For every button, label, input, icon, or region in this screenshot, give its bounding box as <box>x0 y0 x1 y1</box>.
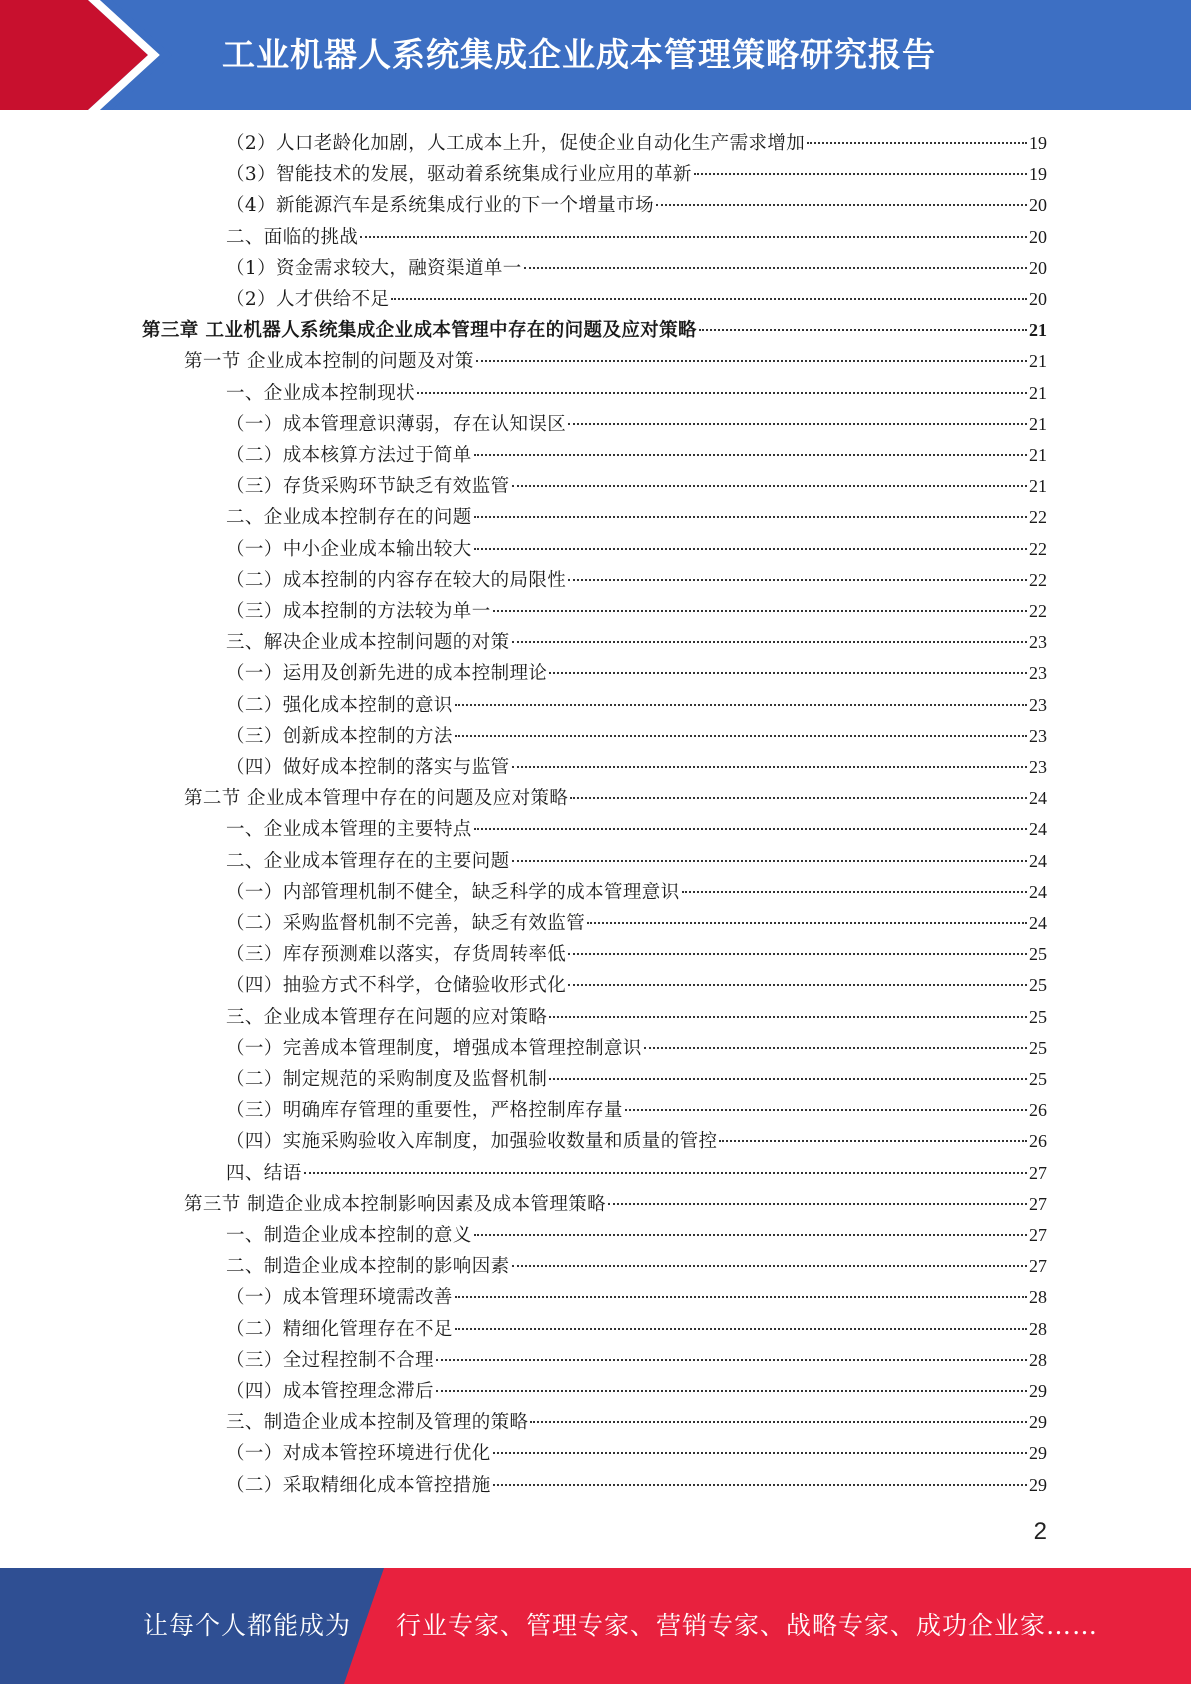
toc-entry-page: 23 <box>1029 725 1047 746</box>
toc-entry-title: （三）库存预测难以落实，存货周转率低 <box>226 944 567 966</box>
toc-entry[interactable] <box>226 1220 1047 1251</box>
toc-entry-title: （二）采购监督机制不完善，缺乏有效监管 <box>226 913 586 934</box>
footer-banner <box>0 1568 1191 1684</box>
toc-entry-title: （1）资金需求较大，融资渠道单一 <box>226 257 522 279</box>
toc-entry-title: （四）成本管控理念滞后 <box>226 1381 434 1402</box>
toc-entry-title: （一）成本管理环境需改善 <box>226 1287 453 1309</box>
toc-entry-title: （四）抽验方式不科学，仓储验收形式化 <box>226 975 567 997</box>
toc-entry-page: 29 <box>1029 1381 1047 1401</box>
toc-dot-leader <box>807 142 1027 144</box>
toc-entry[interactable] <box>226 596 1047 627</box>
header-bar <box>0 0 1191 110</box>
toc-entry[interactable] <box>226 846 1047 877</box>
toc-dot-leader <box>608 1203 1027 1205</box>
toc-entry-title: （二）成本控制的内容存在较大的局限性 <box>226 569 567 591</box>
toc-entry-page: 20 <box>1029 257 1047 278</box>
toc-entry-title: 三、解决企业成本控制问题的对策 <box>226 632 510 654</box>
toc-entry-page: 22 <box>1029 569 1047 590</box>
toc-dot-leader <box>568 423 1027 425</box>
toc-dot-leader <box>455 1328 1027 1330</box>
toc-entry-title: （二）采取精细化成本管控措施 <box>226 1474 491 1496</box>
toc-entry[interactable] <box>226 877 1047 908</box>
toc-entry-title: 一、企业成本管理的主要特点 <box>226 819 472 841</box>
toc-entry-title: 四、结语 <box>226 1162 302 1184</box>
toc-dot-leader <box>719 1140 1027 1142</box>
toc-entry-page: 29 <box>1029 1443 1047 1464</box>
toc-dot-leader <box>512 485 1027 487</box>
toc-entry[interactable] <box>226 1158 1047 1189</box>
toc-entry[interactable] <box>226 1314 1047 1345</box>
toc-entry[interactable] <box>226 1376 1047 1407</box>
toc-entry-page: 27 <box>1029 1256 1047 1277</box>
toc-entry[interactable] <box>226 502 1047 533</box>
toc-entry-page: 23 <box>1029 663 1047 684</box>
toc-dot-leader <box>436 1359 1027 1361</box>
toc-entry-title: （一）中小企业成本输出较大 <box>226 538 472 560</box>
toc-entry-page: 27 <box>1029 1225 1047 1245</box>
toc-entry[interactable] <box>226 939 1047 970</box>
toc-dot-leader <box>304 1172 1027 1174</box>
toc-entry-page: 29 <box>1029 1412 1047 1433</box>
toc-entry[interactable] <box>226 1438 1047 1469</box>
toc-entry-page: 25 <box>1029 975 1047 996</box>
toc-entry-page: 21 <box>1029 445 1047 465</box>
toc-dot-leader <box>644 1047 1027 1049</box>
toc-entry-page: 28 <box>1029 1318 1047 1339</box>
toc-dot-leader <box>512 766 1027 768</box>
toc-dot-leader <box>694 173 1027 175</box>
toc-entry-title: （2）人才供给不足 <box>226 289 390 310</box>
toc-entry-page: 25 <box>1029 1006 1047 1027</box>
toc-entry-page: 25 <box>1029 944 1047 965</box>
toc-entry-title: 二、面临的挑战 <box>226 226 359 248</box>
toc-entry-title: 一、制造企业成本控制的意义 <box>226 1225 472 1246</box>
toc-entry[interactable] <box>184 783 1047 814</box>
toc-entry[interactable] <box>226 1033 1047 1064</box>
toc-entry[interactable] <box>226 658 1047 689</box>
toc-entry[interactable] <box>226 690 1047 721</box>
toc-entry-page: 21 <box>1029 320 1047 341</box>
toc-entry[interactable] <box>226 814 1047 845</box>
toc-entry[interactable] <box>226 970 1047 1001</box>
toc-dot-leader <box>512 860 1027 862</box>
toc-dot-leader <box>360 236 1027 238</box>
toc-entry[interactable] <box>142 315 1047 346</box>
toc-entry-title: （二）成本核算方法过于简单 <box>226 445 472 466</box>
toc-entry[interactable] <box>226 222 1047 253</box>
toc-dot-leader <box>549 1016 1027 1018</box>
toc-dot-leader <box>656 204 1027 206</box>
toc-entry-title: （4）新能源汽车是系统集成行业的下一个增量市场 <box>226 195 654 217</box>
toc-entry-title: （一）对成本管控环境进行优化 <box>226 1443 491 1465</box>
toc-entry[interactable] <box>226 721 1047 752</box>
toc-entry-page: 20 <box>1029 226 1047 247</box>
toc-entry-page: 28 <box>1029 1349 1047 1370</box>
toc-entry[interactable] <box>226 1470 1047 1501</box>
toc-entry-title: （一）完善成本管理制度，增强成本管理控制意识 <box>226 1037 642 1059</box>
toc-entry-title: （三）明确库存管理的重要性，严格控制库存量 <box>226 1100 623 1122</box>
toc-entry-title: （2）人口老龄化加剧，人工成本上升，促使企业自动化生产需求增加 <box>226 133 806 154</box>
toc-entry-page: 24 <box>1029 850 1047 871</box>
toc-entry[interactable] <box>226 409 1047 440</box>
toc-dot-leader <box>417 392 1027 394</box>
toc-dot-leader <box>493 610 1027 612</box>
toc-dot-leader <box>436 1390 1027 1392</box>
toc-dot-leader <box>474 828 1027 830</box>
toc-entry[interactable] <box>226 253 1047 284</box>
toc-dot-leader <box>530 1421 1027 1423</box>
toc-entry-page: 20 <box>1029 195 1047 216</box>
toc-dot-leader <box>474 516 1027 518</box>
toc-entry[interactable] <box>226 440 1047 471</box>
toc-entry[interactable] <box>226 565 1047 596</box>
toc-entry-page: 21 <box>1029 476 1047 497</box>
toc-entry[interactable] <box>226 1251 1047 1282</box>
toc-dot-leader <box>699 329 1027 331</box>
toc-entry[interactable] <box>226 128 1047 159</box>
footer-slogan-right: 行业专家、管理专家、营销专家、战略专家、成功企业家…… <box>396 1611 1099 1640</box>
toc-entry-title: （二）精细化管理存在不足 <box>226 1318 453 1340</box>
toc-entry-page: 23 <box>1029 694 1047 715</box>
toc-dot-leader <box>455 735 1027 737</box>
toc-dot-leader <box>455 1296 1027 1298</box>
toc-entry-page: 22 <box>1029 538 1047 559</box>
toc-entry[interactable] <box>226 1064 1047 1095</box>
toc-entry-title: （三）成本控制的方法较为单一 <box>226 601 491 622</box>
toc-entry-title: 二、企业成本控制存在的问题 <box>226 507 472 529</box>
toc-dot-leader <box>493 1452 1027 1454</box>
toc-dot-leader <box>493 1484 1027 1486</box>
toc-entry-page: 25 <box>1029 1037 1047 1058</box>
page-number: 2 <box>1033 1518 1047 1545</box>
toc-entry-title: （一）成本管理意识薄弱，存在认知误区 <box>226 413 567 435</box>
toc-dot-leader <box>568 953 1027 955</box>
toc-dot-leader <box>391 298 1027 300</box>
toc-entry[interactable] <box>226 1095 1047 1126</box>
toc-entry-title: （一）运用及创新先进的成本控制理论 <box>226 663 548 685</box>
toc-entry[interactable] <box>226 1282 1047 1313</box>
toc-entry[interactable] <box>226 908 1047 939</box>
toc-dot-leader <box>549 672 1027 674</box>
toc-entry[interactable] <box>226 378 1047 409</box>
toc-entry-page: 26 <box>1029 1131 1047 1152</box>
document-title: 工业机器人系统集成企业成本管理策略研究报告 <box>222 35 936 74</box>
toc-dot-leader <box>568 579 1027 581</box>
toc-entry[interactable] <box>226 190 1047 221</box>
toc-entry-title: 三、企业成本管理存在问题的应对策略 <box>226 1006 548 1028</box>
toc-entry-title: （二）制定规范的采购制度及监督机制 <box>226 1069 548 1090</box>
toc-entry-page: 20 <box>1029 289 1047 309</box>
toc-entry[interactable] <box>226 1407 1047 1438</box>
toc-entry-page: 27 <box>1029 1162 1047 1183</box>
toc-entry[interactable] <box>184 346 1047 377</box>
toc-entry-page: 23 <box>1029 757 1047 777</box>
toc-entry-page: 28 <box>1029 1287 1047 1308</box>
toc-entry-page: 19 <box>1029 164 1047 185</box>
toc-entry[interactable] <box>226 471 1047 502</box>
toc-dot-leader <box>474 454 1027 456</box>
toc-entry[interactable] <box>226 1345 1047 1376</box>
toc-entry-page: 27 <box>1029 1193 1047 1214</box>
toc-entry-title: （三）存货采购环节缺乏有效监管 <box>226 476 510 498</box>
toc-entry-page: 24 <box>1029 881 1047 902</box>
toc-dot-leader <box>524 267 1027 269</box>
toc-entry-page: 21 <box>1029 351 1047 372</box>
toc-entry-page: 22 <box>1029 601 1047 621</box>
toc-entry-page: 21 <box>1029 413 1047 434</box>
toc-entry[interactable] <box>226 1002 1047 1033</box>
toc-entry-title: （3）智能技术的发展，驱动着系统集成行业应用的革新 <box>226 164 692 186</box>
toc-dot-leader <box>682 891 1027 893</box>
toc-entry-title: 第三节 制造企业成本控制影响因素及成本管理策略 <box>184 1193 607 1215</box>
toc-entry[interactable] <box>226 284 1047 315</box>
toc-dot-leader <box>455 704 1027 706</box>
toc-entry-page: 25 <box>1029 1069 1047 1089</box>
toc-entry-title: （三）全过程控制不合理 <box>226 1349 434 1371</box>
toc-entry[interactable] <box>226 534 1047 565</box>
toc-entry[interactable] <box>184 1189 1047 1220</box>
toc-dot-leader <box>476 360 1027 362</box>
toc-dot-leader <box>474 1234 1027 1236</box>
toc-entry-title: 二、制造企业成本控制的影响因素 <box>226 1256 510 1278</box>
toc-entry-page: 24 <box>1029 788 1047 809</box>
toc-dot-leader <box>568 984 1027 986</box>
toc-entry-page: 22 <box>1029 507 1047 528</box>
toc-dot-leader <box>474 548 1027 550</box>
toc-entry[interactable] <box>226 159 1047 190</box>
toc-entry-title: （一）内部管理机制不健全，缺乏科学的成本管理意识 <box>226 881 680 903</box>
toc-entry-title: 第一节 企业成本控制的问题及对策 <box>184 351 474 373</box>
toc-entry-page: 24 <box>1029 819 1047 840</box>
toc-entry-page: 21 <box>1029 382 1047 403</box>
toc-entry-title: 一、企业成本控制现状 <box>226 382 416 404</box>
toc-dot-leader <box>549 1078 1027 1080</box>
toc-entry-title: 二、企业成本管理存在的主要问题 <box>226 850 510 872</box>
toc-entry-title: 第二节 企业成本管理中存在的问题及应对策略 <box>184 788 569 810</box>
toc-dot-leader <box>512 1265 1027 1267</box>
toc-entry-title: 三、制造企业成本控制及管理的策略 <box>226 1412 529 1434</box>
toc-dot-leader <box>512 641 1027 643</box>
toc-entry[interactable] <box>226 752 1047 783</box>
footer-slogan-left: 让每个人都能成为 <box>143 1611 352 1640</box>
toc-dot-leader <box>570 797 1027 799</box>
toc-entry-page: 26 <box>1029 1100 1047 1121</box>
toc-entry-title: （三）创新成本控制的方法 <box>226 725 453 747</box>
toc-entry-title: （二）强化成本控制的意识 <box>226 694 453 716</box>
toc-dot-leader <box>587 922 1027 924</box>
toc-dot-leader <box>625 1109 1027 1111</box>
toc-entry[interactable] <box>226 627 1047 658</box>
toc-entry-page: 23 <box>1029 632 1047 653</box>
toc-entry-title: （四）实施采购验收入库制度，加强验收数量和质量的管控 <box>226 1131 718 1153</box>
toc-entry-page: 29 <box>1029 1474 1047 1495</box>
toc-entry-page: 19 <box>1029 133 1047 153</box>
toc-entry-page: 24 <box>1029 913 1047 933</box>
toc-entry-title: 第三章 工业机器人系统集成企业成本管理中存在的问题及应对策略 <box>142 320 697 342</box>
toc-entry[interactable] <box>226 1126 1047 1157</box>
toc-entry-title: （四）做好成本控制的落实与监管 <box>226 757 510 778</box>
